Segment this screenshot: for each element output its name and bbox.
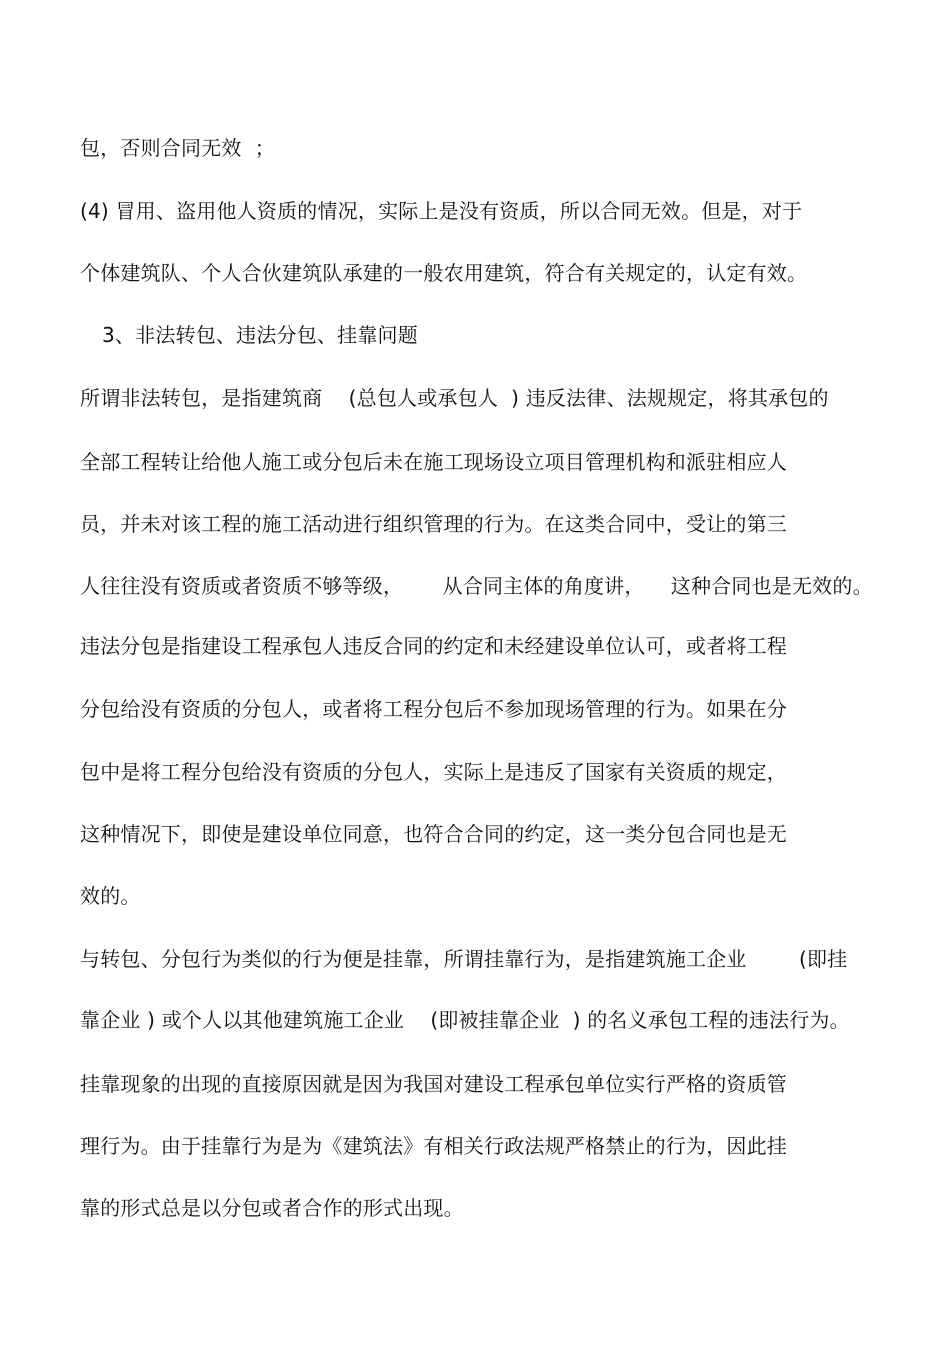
- text-line: 员，并未对该工程的施工活动进行组织管理的行为。在这类合同中，受让的第三: [80, 512, 787, 536]
- text-line: 包中是将工程分包给没有资质的分包人，实际上是违反了国家有关资质的规定，: [80, 760, 787, 784]
- section-heading: 3、非法转包、违法分包、挂靠问题: [102, 323, 418, 347]
- text-line: 所谓非法转包，是指建筑商 (总包人或承包人 ) 违反法律、法规规定，将其承包的: [80, 386, 829, 410]
- text-line: 靠的形式总是以分包或者合作的形式出现。: [80, 1196, 464, 1220]
- text-line: 靠企业 ) 或个人以其他建筑施工企业 (即被挂靠企业 ) 的名义承包工程的违法行为。: [80, 1008, 850, 1032]
- text-line: 全部工程转让给他人施工或分包后未在施工现场设立项目管理机构和派驻相应人: [80, 450, 787, 474]
- text-line: 理行为。由于挂靠行为是为《建筑法》有相关行政法规严格禁止的行为，因此挂: [80, 1134, 787, 1158]
- text-line: 与转包、分包行为类似的行为便是挂靠，所谓挂靠行为，是指建筑施工企业 (即挂: [80, 947, 848, 971]
- text-line: (4) 冒用、盗用他人资质的情况，实际上是没有资质，所以合同无效。但是，对于: [80, 199, 803, 223]
- text-line: 违法分包是指建设工程承包人违反合同的约定和未经建设单位认可，或者将工程: [80, 634, 787, 658]
- text-line: 这种情况下，即使是建设单位同意，也符合合同的约定，这一类分包合同也是无: [80, 822, 787, 846]
- text-line: 挂靠现象的出现的直接原因就是因为我国对建设工程承包单位实行严格的资质管: [80, 1072, 787, 1096]
- text-line: 包，否则合同无效 ；: [80, 136, 275, 160]
- text-line: 人往往没有资质或者资质不够等级， 从合同主体的角度讲， 这种合同也是无效的。: [80, 574, 873, 598]
- text-line: 效的。: [80, 884, 141, 908]
- text-line: 分包给没有资质的分包人，或者将工程分包后不参加现场管理的行为。如果在分: [80, 697, 787, 721]
- text-line: 个体建筑队、个人合伙建筑队承建的一般农用建筑，符合有关规定的，认定有效。: [80, 261, 808, 285]
